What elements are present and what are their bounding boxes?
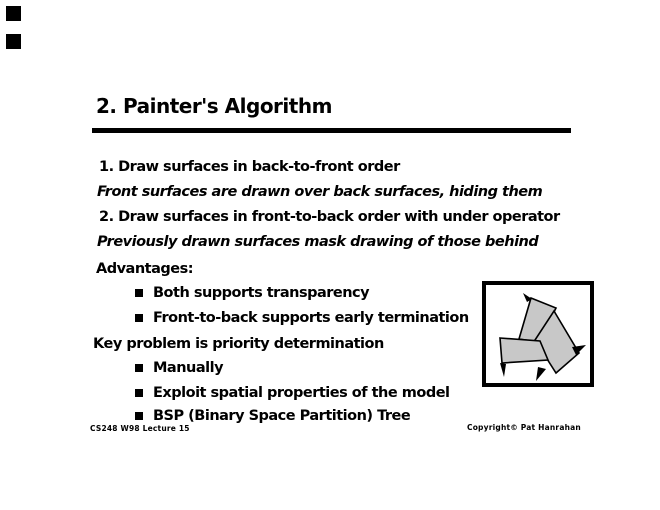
body-line: 2. Draw surfaces in front-to-back order with under operator: [99, 209, 560, 225]
bullet-label: Manually: [153, 360, 224, 376]
bullet-label: BSP (Binary Space Partition) Tree: [153, 408, 411, 424]
body-line: Advantages:: [96, 261, 194, 277]
spike-bottom-left: [500, 363, 506, 377]
overlapping-polygons-figure: [486, 285, 590, 383]
bullet-label: Both supports transparency: [153, 285, 370, 301]
footer-course-label: CS248 W98 Lecture 15: [90, 424, 190, 433]
body-line: Key problem is priority determination: [93, 336, 384, 352]
bullet-line: [135, 385, 450, 401]
bullet-square-icon: [135, 314, 143, 322]
title-rule: [92, 128, 571, 133]
spike-bottom: [536, 367, 546, 381]
bullet-square-icon: [135, 389, 143, 397]
corner-marker-icon: [6, 6, 21, 21]
body-line: 1. Draw surfaces in back-to-front order: [99, 159, 400, 175]
footer-copyright: Copyright© Pat Hanrahan: [467, 423, 581, 432]
bullet-line: [135, 285, 369, 301]
body-line: Previously drawn surfaces mask drawing of those behind: [97, 234, 539, 250]
bullet-line: [135, 310, 469, 326]
bullet-line: [135, 360, 223, 376]
bullet-line: [135, 408, 410, 424]
bullet-label: Exploit spatial properties of the model: [153, 385, 450, 401]
corner-marker-icon: [6, 34, 21, 49]
bullet-label: Front-to-back supports early termination: [153, 310, 469, 326]
bullet-square-icon: [135, 412, 143, 420]
slide-title: 2. Painter's Algorithm: [96, 94, 332, 118]
bullet-square-icon: [135, 289, 143, 297]
body-line: Front surfaces are drawn over back surfaces, hiding them: [97, 184, 543, 200]
cyclic-overlap-diagram: [482, 281, 594, 387]
polygon-left: [500, 338, 548, 363]
bullet-square-icon: [135, 364, 143, 372]
